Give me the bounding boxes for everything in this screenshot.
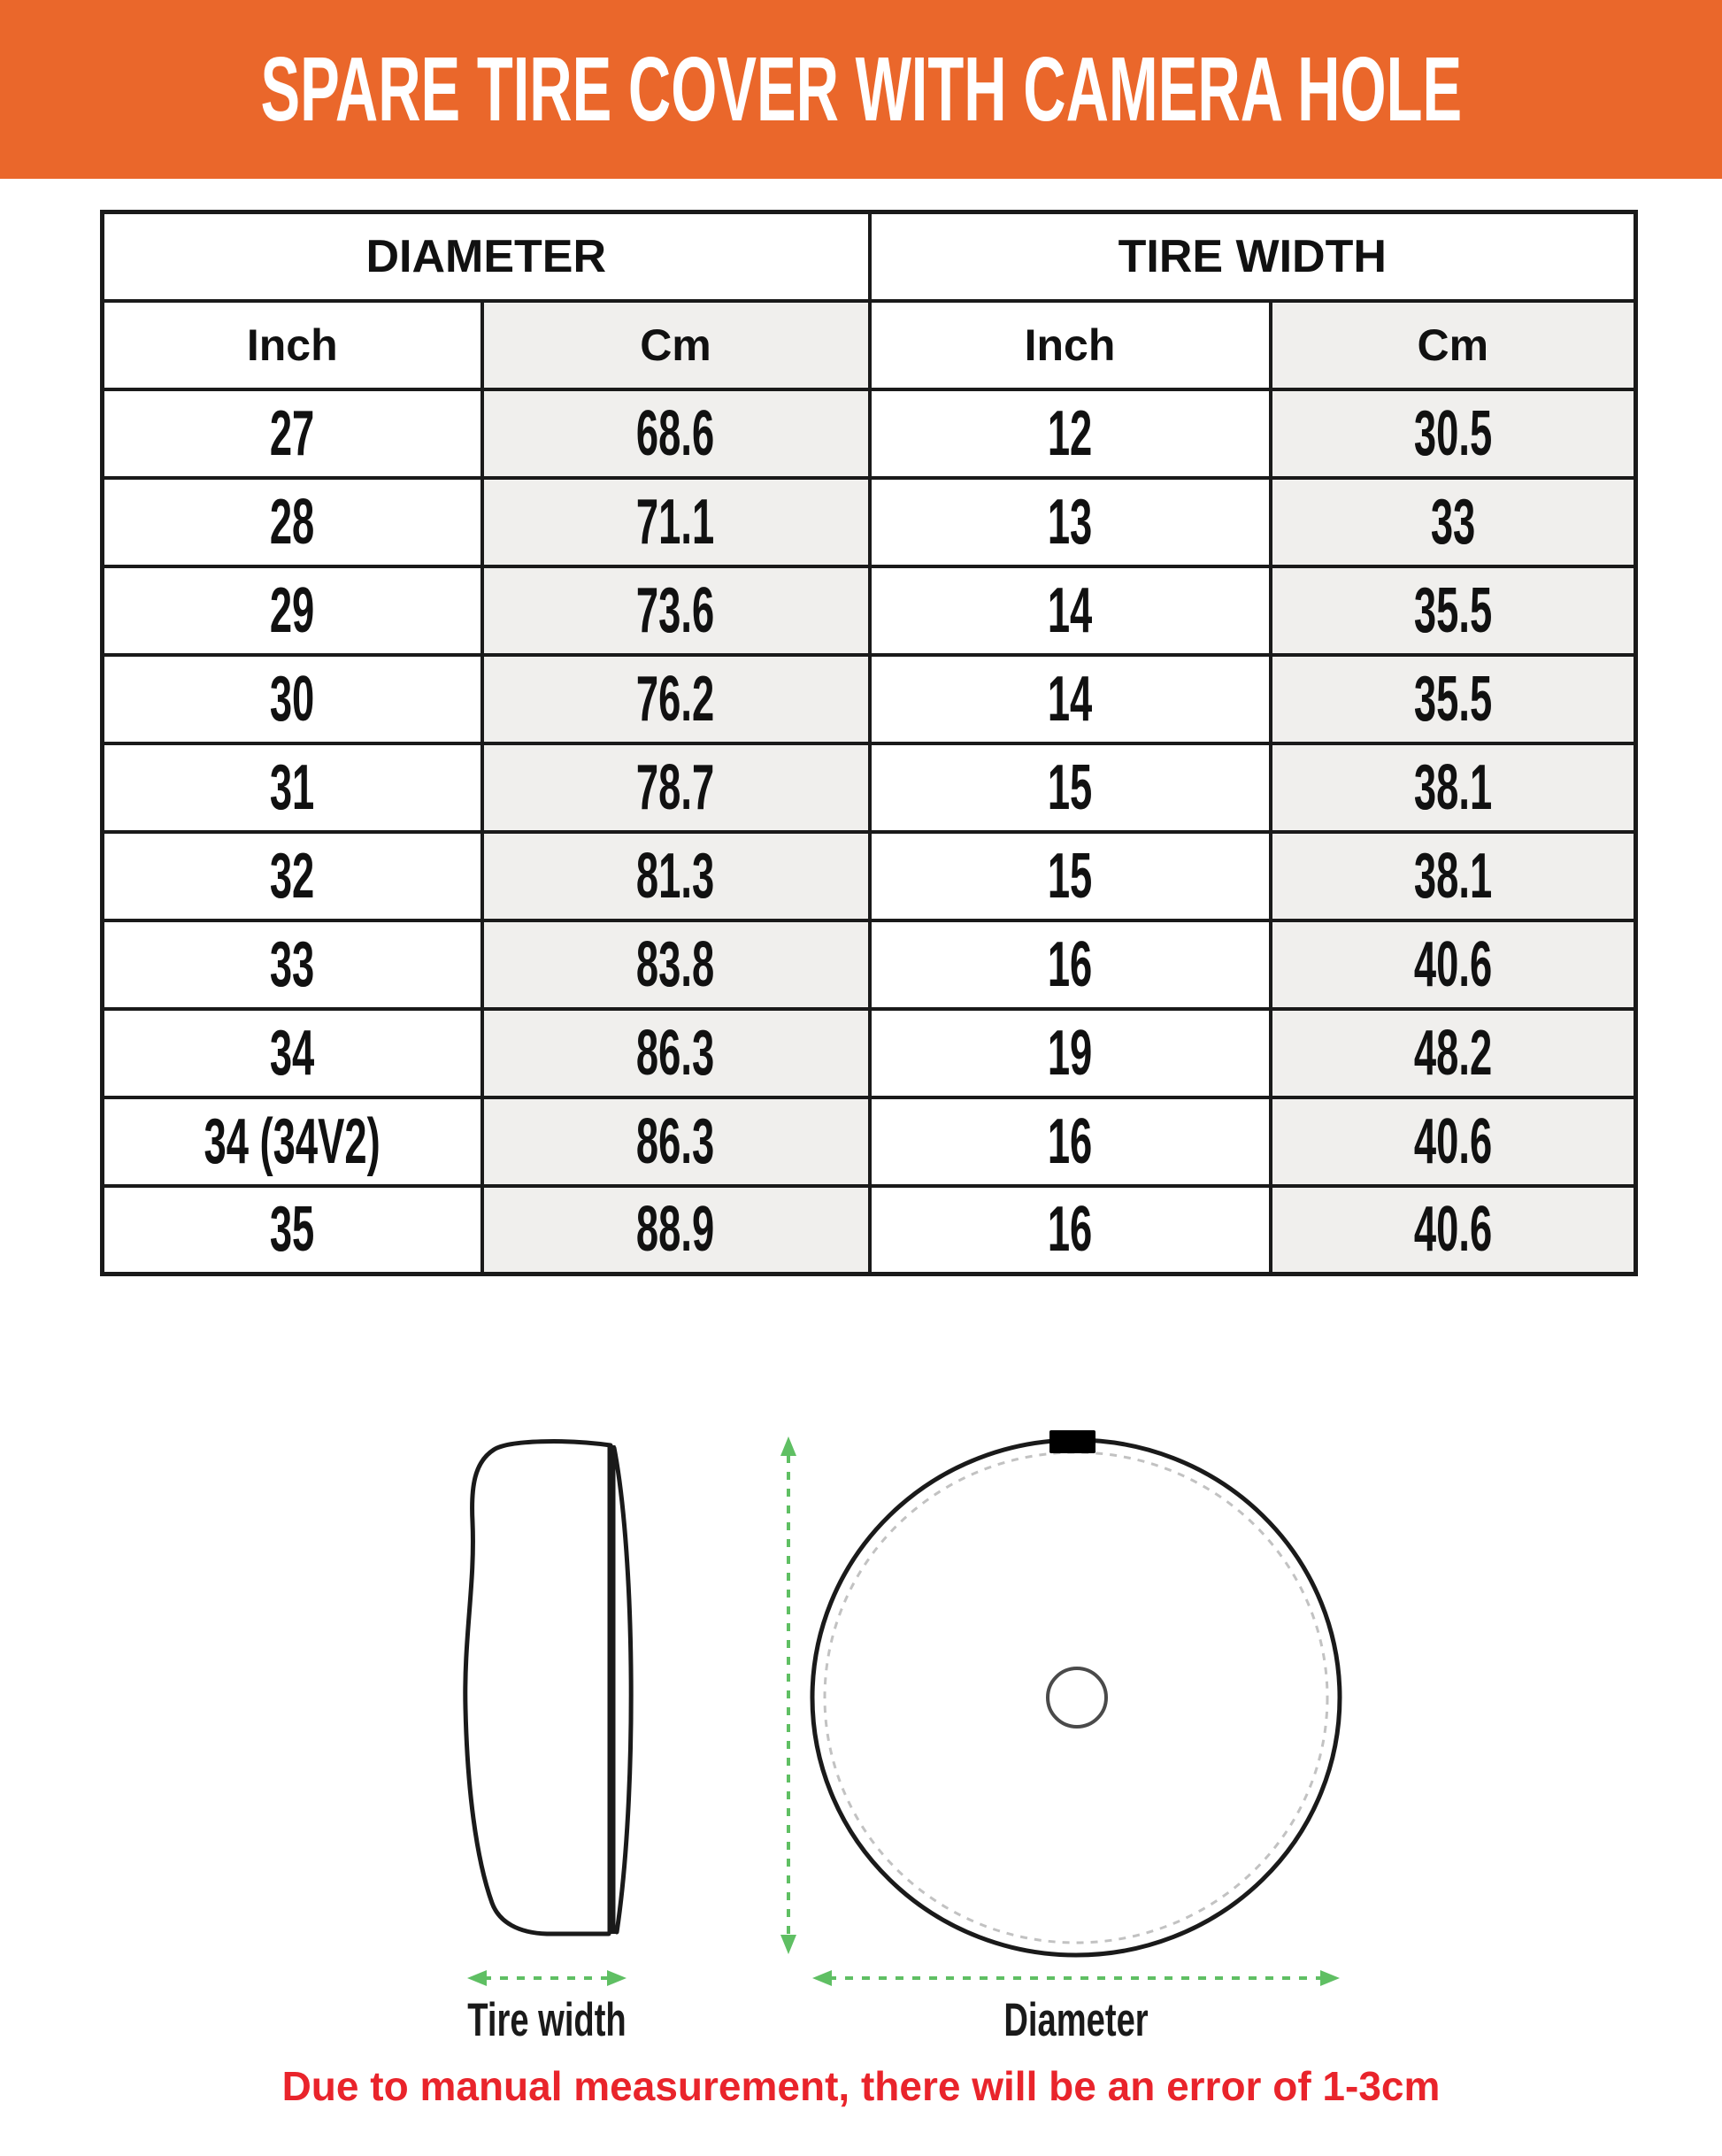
diameter-arrow	[812, 1970, 1340, 1986]
group-header-row	[103, 212, 1636, 301]
cell-value: 35.5	[1413, 574, 1492, 646]
measurement-error-note: Due to manual measurement, there will be an error of 1-3cm	[281, 2063, 1441, 2109]
tire-width-inch-cell	[870, 566, 1271, 655]
tire-width-cm-cell	[1271, 389, 1636, 478]
tire-width-inch-cell	[870, 389, 1271, 478]
diameter-inch-cell	[103, 920, 482, 1009]
cell-value: 88.9	[636, 1194, 715, 1266]
tire-width-inch-cell	[870, 478, 1271, 566]
cell-value: 48.2	[1413, 1017, 1492, 1089]
tire-width-cm-cell	[1271, 832, 1636, 920]
tire-width-cm-cell	[1271, 920, 1636, 1009]
diameter-inch-cell	[103, 566, 482, 655]
cell-value: 32	[270, 840, 315, 912]
cell-value: 83.8	[636, 928, 715, 1000]
camera-hole	[1048, 1668, 1106, 1727]
diameter-inch-cell	[103, 389, 482, 478]
cell-value: 29	[270, 574, 315, 646]
diameter-cm-cell	[482, 1186, 870, 1274]
cell-value: 30	[270, 663, 315, 735]
diameter-cm-header: Cm	[482, 301, 870, 389]
cell-value: 28	[270, 486, 315, 558]
cell-value: 68.6	[636, 397, 715, 469]
size-table	[100, 210, 1638, 1276]
sub-header-row	[103, 301, 1636, 389]
diameter-cm-cell	[482, 832, 870, 920]
table-row	[103, 1186, 1636, 1274]
cell-value: 71.1	[636, 486, 715, 558]
cell-value: 73.6	[636, 574, 715, 646]
table-row	[103, 743, 1636, 832]
tire-width-group-header: TIRE WIDTH	[870, 212, 1636, 301]
diameter-inch-cell	[103, 1186, 482, 1274]
cell-value: 16	[1047, 1194, 1093, 1266]
table-row	[103, 1097, 1636, 1186]
tire-rim-curve	[614, 1448, 631, 1932]
cell-value: 13	[1047, 486, 1093, 558]
tire-width-cm-cell	[1271, 566, 1636, 655]
tire-width-cm-header: Cm	[1271, 301, 1636, 389]
diameter-group-header: DIAMETER	[103, 212, 870, 301]
table-body	[103, 389, 1636, 1274]
diameter-inch-cell	[103, 832, 482, 920]
cell-value: 35	[270, 1194, 315, 1266]
tire-width-cm-cell	[1271, 1186, 1636, 1274]
diameter-inch-cell	[103, 478, 482, 566]
table-row	[103, 566, 1636, 655]
cell-value: 12	[1047, 397, 1093, 469]
diameter-cm-cell	[482, 389, 870, 478]
cell-value: 78.7	[636, 751, 715, 823]
tire-width-inch-cell	[870, 1009, 1271, 1097]
tire-width-cm-cell	[1271, 1097, 1636, 1186]
cell-value: 30.5	[1413, 397, 1492, 469]
diameter-inch-cell	[103, 655, 482, 743]
cell-value: 15	[1047, 840, 1093, 912]
tire-width-cm-cell	[1271, 478, 1636, 566]
cell-value: 34	[270, 1017, 315, 1089]
tire-width-inch-cell	[870, 832, 1271, 920]
cell-value: 15	[1047, 751, 1093, 823]
table-row	[103, 1009, 1636, 1097]
diameter-label: Diameter	[1003, 1992, 1149, 2046]
cell-value: 33	[270, 928, 315, 1000]
cell-value: 14	[1047, 574, 1093, 646]
top-tab	[1049, 1430, 1095, 1453]
cell-value: 38.1	[1413, 840, 1492, 912]
diameter-cm-cell	[482, 743, 870, 832]
diameter-cm-cell	[482, 1009, 870, 1097]
cell-value: 34 (34V2)	[204, 1105, 381, 1177]
diameter-inch-cell	[103, 1009, 482, 1097]
diameter-cm-cell	[482, 478, 870, 566]
tire-front-view	[812, 1430, 1340, 1955]
cell-value: 14	[1047, 663, 1093, 735]
diameter-cm-cell	[482, 566, 870, 655]
diameter-inch-cell	[103, 1097, 482, 1186]
table-row	[103, 478, 1636, 566]
diameter-inch-header: Inch	[103, 301, 482, 389]
tire-width-label: Tire width	[467, 1992, 627, 2046]
cell-value: 19	[1047, 1017, 1093, 1089]
tire-width-arrow	[467, 1970, 627, 1986]
cell-value: 38.1	[1413, 751, 1492, 823]
tire-width-cm-cell	[1271, 1009, 1636, 1097]
cell-value: 40.6	[1413, 1194, 1492, 1266]
diameter-cm-cell	[482, 655, 870, 743]
table-row	[103, 655, 1636, 743]
tire-width-cm-cell	[1271, 655, 1636, 743]
table-row	[103, 832, 1636, 920]
cell-value: 86.3	[636, 1017, 715, 1089]
cell-value: 76.2	[636, 663, 715, 735]
cell-value: 31	[270, 751, 315, 823]
diameter-cm-cell	[482, 920, 870, 1009]
diameter-cm-cell	[482, 1097, 870, 1186]
tire-width-inch-cell	[870, 1097, 1271, 1186]
cell-value: 16	[1047, 1105, 1093, 1177]
measurement-diagram	[0, 1416, 1722, 2067]
vertical-measure-arrow	[780, 1436, 796, 1954]
cell-value: 27	[270, 397, 315, 469]
table-row	[103, 389, 1636, 478]
tire-width-inch-cell	[870, 655, 1271, 743]
table-row	[103, 920, 1636, 1009]
cell-value: 81.3	[636, 840, 715, 912]
tire-width-inch-header: Inch	[870, 301, 1271, 389]
tire-width-inch-cell	[870, 1186, 1271, 1274]
banner	[0, 0, 1722, 179]
page-title: SPARE TIRE COVER WITH CAMERA HOLE	[260, 38, 1462, 140]
tire-width-inch-cell	[870, 743, 1271, 832]
cell-value: 40.6	[1413, 928, 1492, 1000]
cell-value: 33	[1430, 486, 1475, 558]
tire-side-view	[465, 1442, 631, 1934]
cell-value: 86.3	[636, 1105, 715, 1177]
tire-width-inch-cell	[870, 920, 1271, 1009]
cell-value: 40.6	[1413, 1105, 1492, 1177]
tire-width-cm-cell	[1271, 743, 1636, 832]
diameter-inch-cell	[103, 743, 482, 832]
cell-value: 35.5	[1413, 663, 1492, 735]
cell-value: 16	[1047, 928, 1093, 1000]
